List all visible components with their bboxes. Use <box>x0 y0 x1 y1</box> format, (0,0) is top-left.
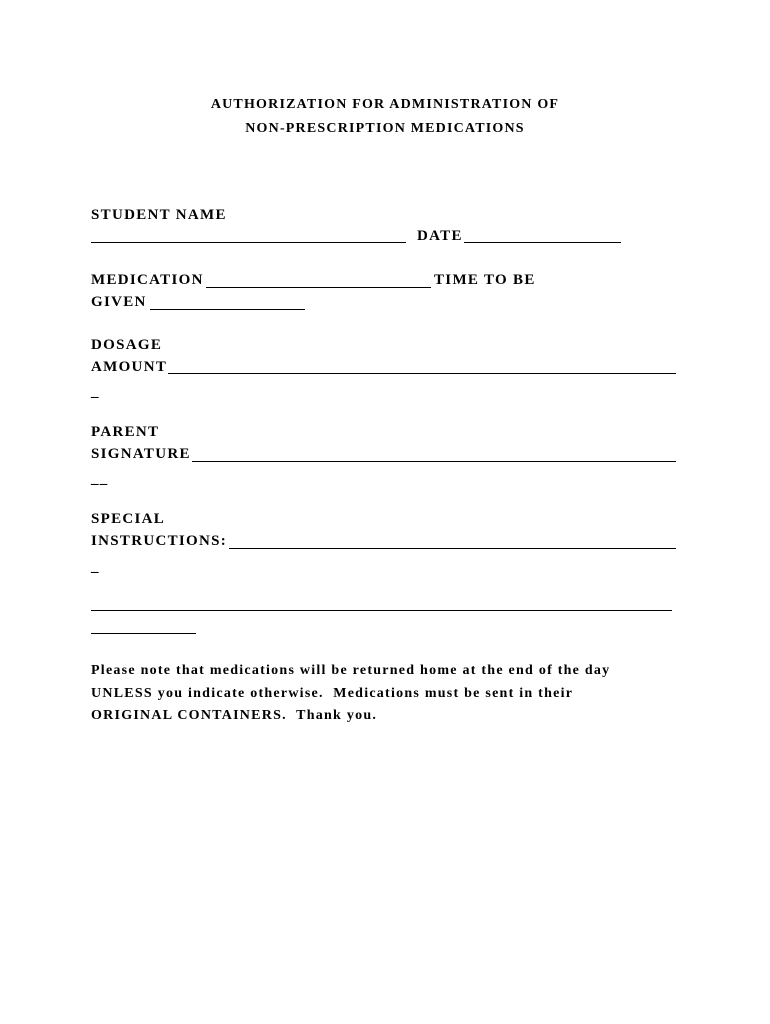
dosage-amount-field[interactable] <box>168 373 676 374</box>
amount-label: AMOUNT <box>91 359 168 375</box>
medication-field[interactable] <box>206 287 431 288</box>
special-label: SPECIAL <box>91 511 166 527</box>
date-label: DATE <box>417 228 463 244</box>
instructions-label: INSTRUCTIONS: <box>91 533 228 549</box>
parent-label: PARENT <box>91 424 160 440</box>
note-line-2: UNLESS you indicate otherwise. Medications must be sent in their <box>91 686 574 701</box>
note-line-3: ORIGINAL CONTAINERS. Thank you. <box>91 708 378 723</box>
dosage-field-overflow: _ <box>91 384 100 400</box>
medication-label: MEDICATION <box>91 272 204 288</box>
parent-signature-field[interactable] <box>192 461 676 462</box>
time-to-be-label: TIME TO BE <box>434 272 536 288</box>
note-line-1: Please note that medications will be returned home at the end of the day <box>91 663 611 678</box>
student-name-label: STUDENT NAME <box>91 207 227 223</box>
form-title-line-2: NON-PRESCRIPTION MEDICATIONS <box>245 121 525 136</box>
special-instructions-field-line-3[interactable] <box>91 633 196 634</box>
signature-label: SIGNATURE <box>91 446 191 462</box>
form-title-line-1: AUTHORIZATION FOR ADMINISTRATION OF <box>210 97 560 112</box>
special-instructions-field[interactable] <box>229 548 676 549</box>
student-name-field[interactable] <box>91 242 406 243</box>
given-label: GIVEN <box>91 294 147 310</box>
date-field[interactable] <box>464 242 621 243</box>
instructions-field-overflow: _ <box>91 559 100 575</box>
signature-field-overflow: __ <box>91 471 109 487</box>
time-given-field[interactable] <box>150 309 305 310</box>
dosage-label: DOSAGE <box>91 337 163 353</box>
special-instructions-field-line-2[interactable] <box>91 610 672 611</box>
